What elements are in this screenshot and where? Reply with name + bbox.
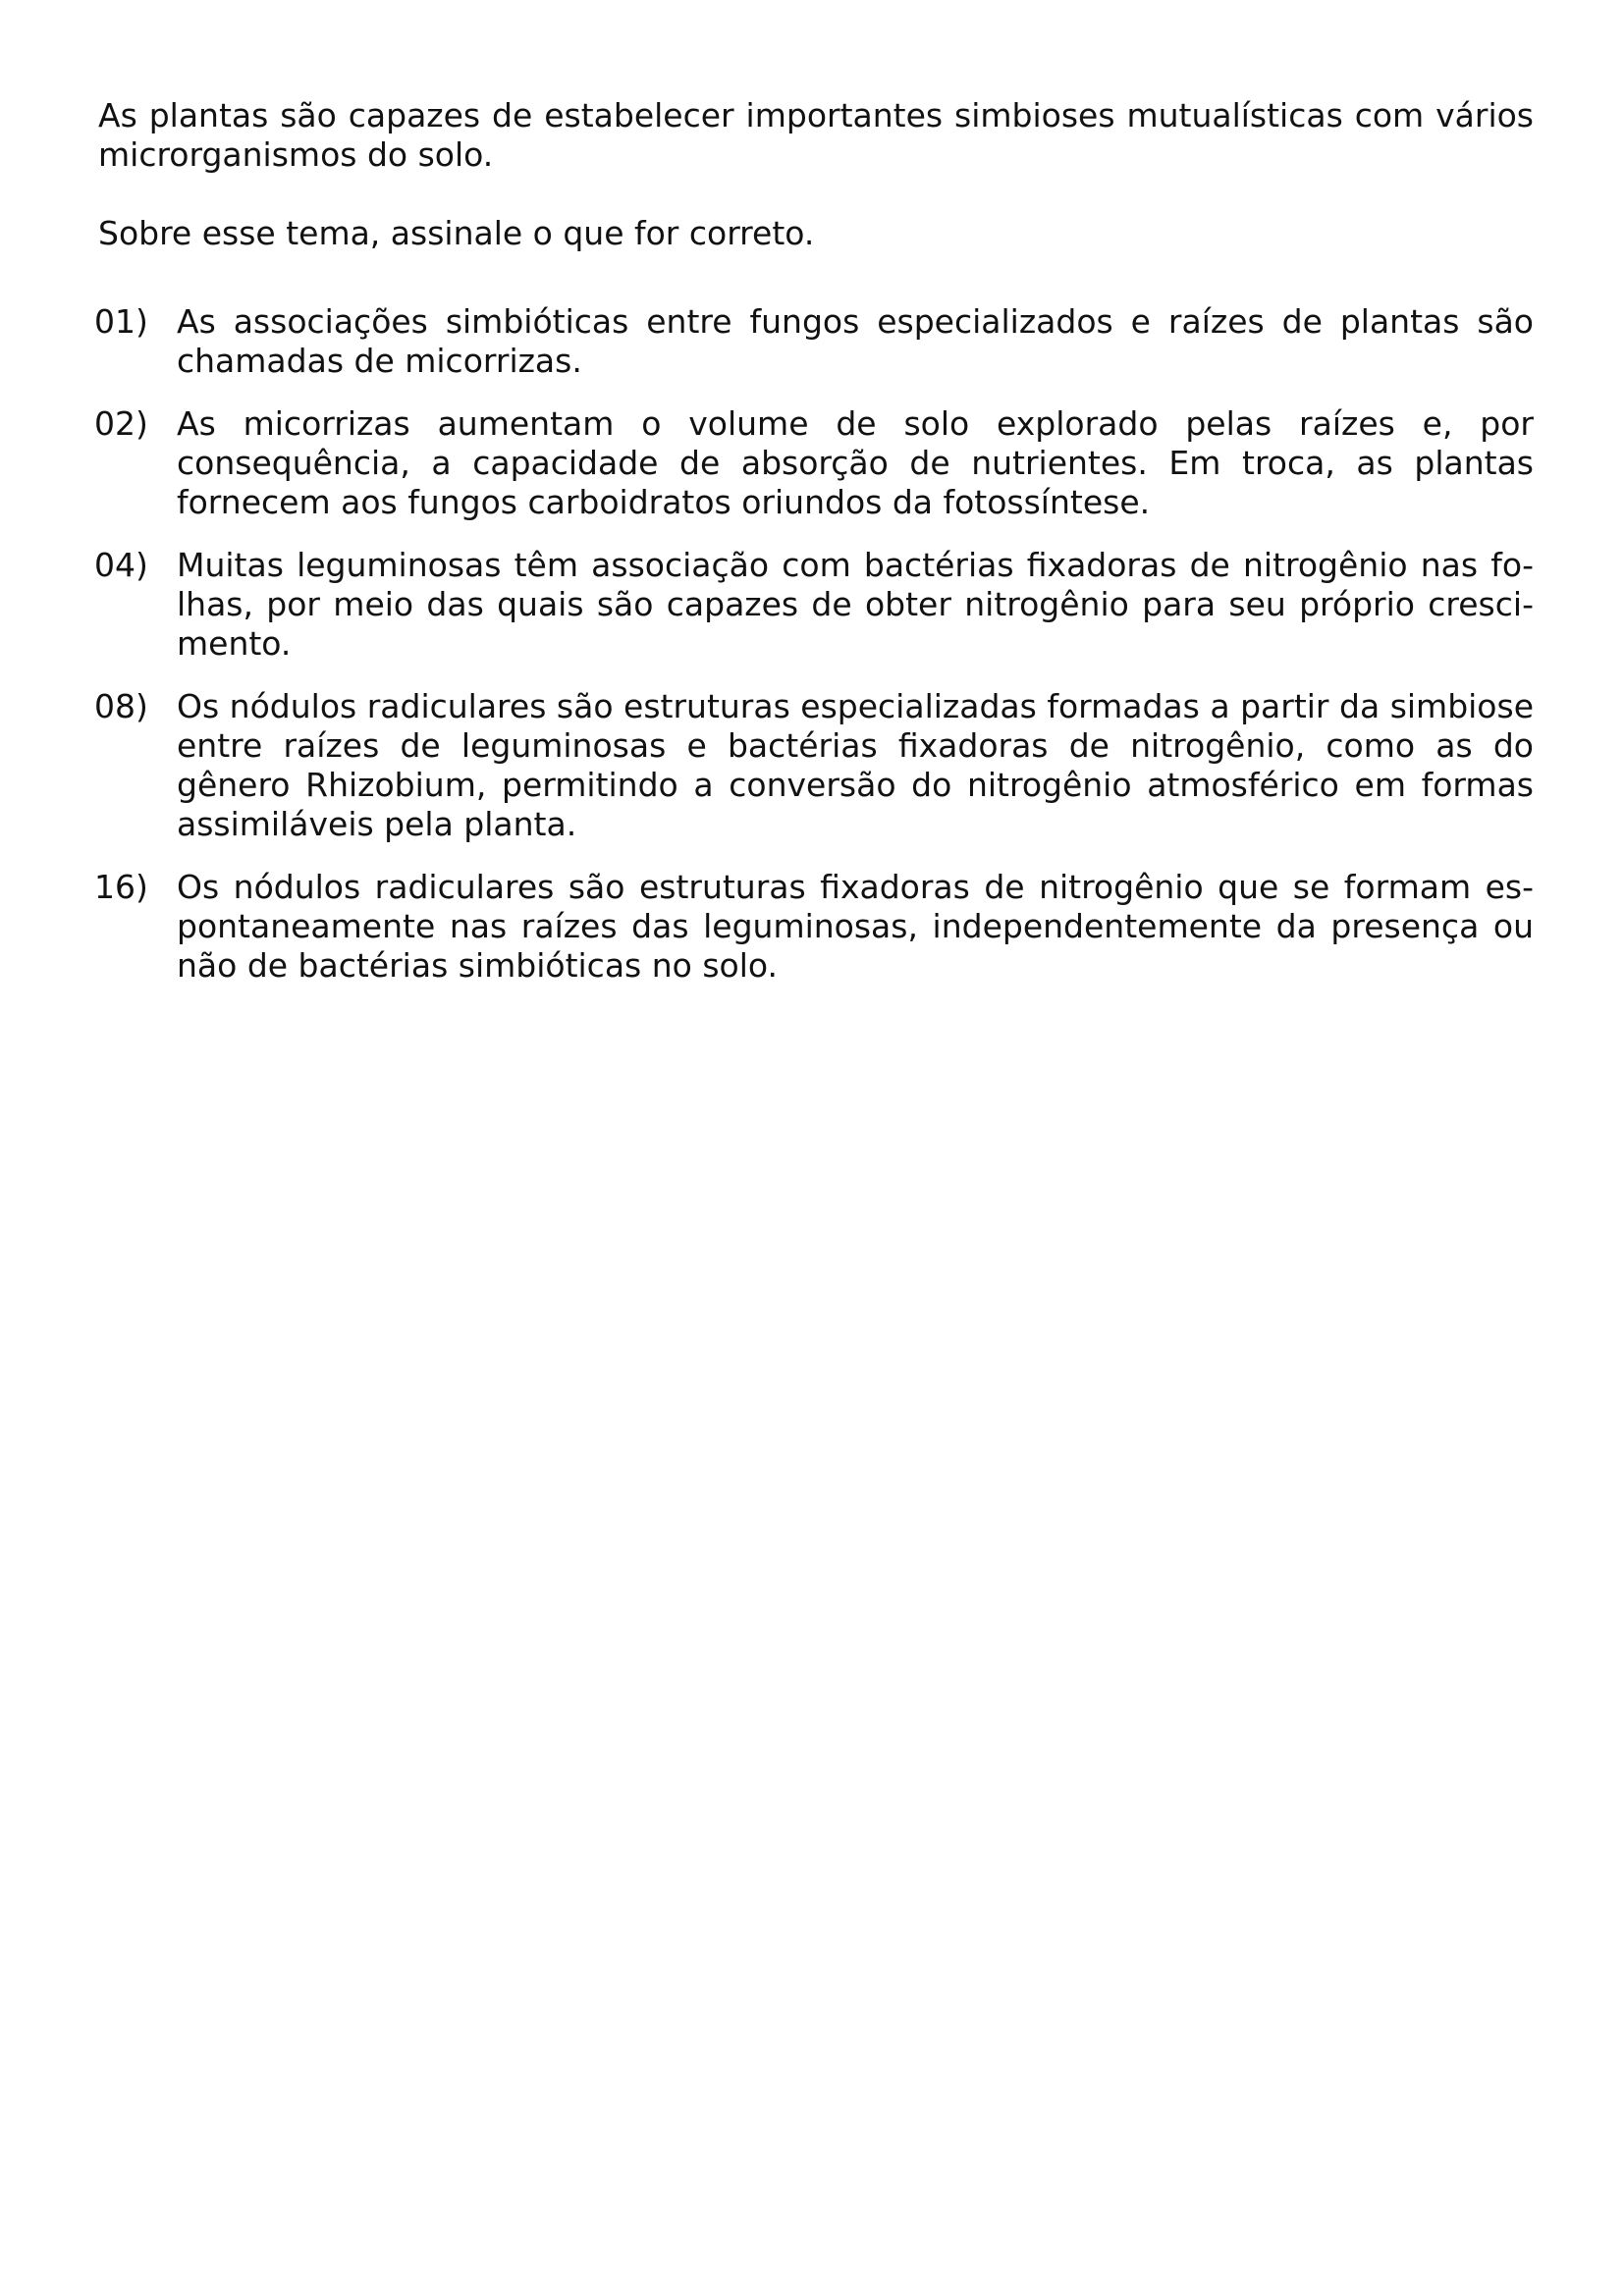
option-number: 08): [94, 687, 148, 725]
answer-option-01: [94, 302, 1534, 381]
question-intro: As plantas são capazes de estabelecer importantes simbioses mutualísticas com vários microrganismos do solo.: [98, 96, 1534, 174]
answer-option-08: [94, 687, 1534, 844]
option-text: Os nódulos radiculares são estruturas fixadoras de nitrogênio que se formam espontaneamente nas raízes das leguminosas, independentemente da presença ou não de bactérias simbióticas no solo.: [177, 868, 1534, 985]
option-number: 04): [94, 546, 148, 584]
option-number: 16): [94, 868, 148, 906]
option-text: As associações simbióticas entre fungos especializados e raízes de plantas são chamadas de micorrizas.: [177, 302, 1534, 380]
answer-option-16: [94, 868, 1534, 986]
answer-option-02: [94, 404, 1534, 522]
option-text: Muitas leguminosas têm associação com bactérias fixadoras de nitrogênio nas folhas, por meio das quais são capazes de obter nitrogênio para seu próprio crescimento.: [177, 546, 1534, 663]
answer-option-04: [94, 546, 1534, 664]
question-document: [94, 96, 1534, 1009]
option-number: 02): [94, 404, 148, 443]
option-number: 01): [94, 302, 148, 341]
answer-options-list: [94, 302, 1534, 986]
question-prompt: Sobre esse tema, assinale o que for correto.: [98, 214, 815, 252]
option-text: As micorrizas aumentam o volume de solo explorado pelas raízes e, por consequência, a capacidade de absorção de nutrientes. Em troca, as plantas fornecem aos fungos carboidratos oriundos da fotossíntese.: [177, 404, 1534, 521]
option-text: Os nódulos radiculares são estruturas especializadas formadas a partir da simbiose entre raízes de leguminosas e bactérias fixadoras de nitrogênio, como as do gênero Rhizobium, permitindo a conversão do nitrogênio atmosférico em formas assimiláveis pela planta.: [177, 687, 1534, 843]
